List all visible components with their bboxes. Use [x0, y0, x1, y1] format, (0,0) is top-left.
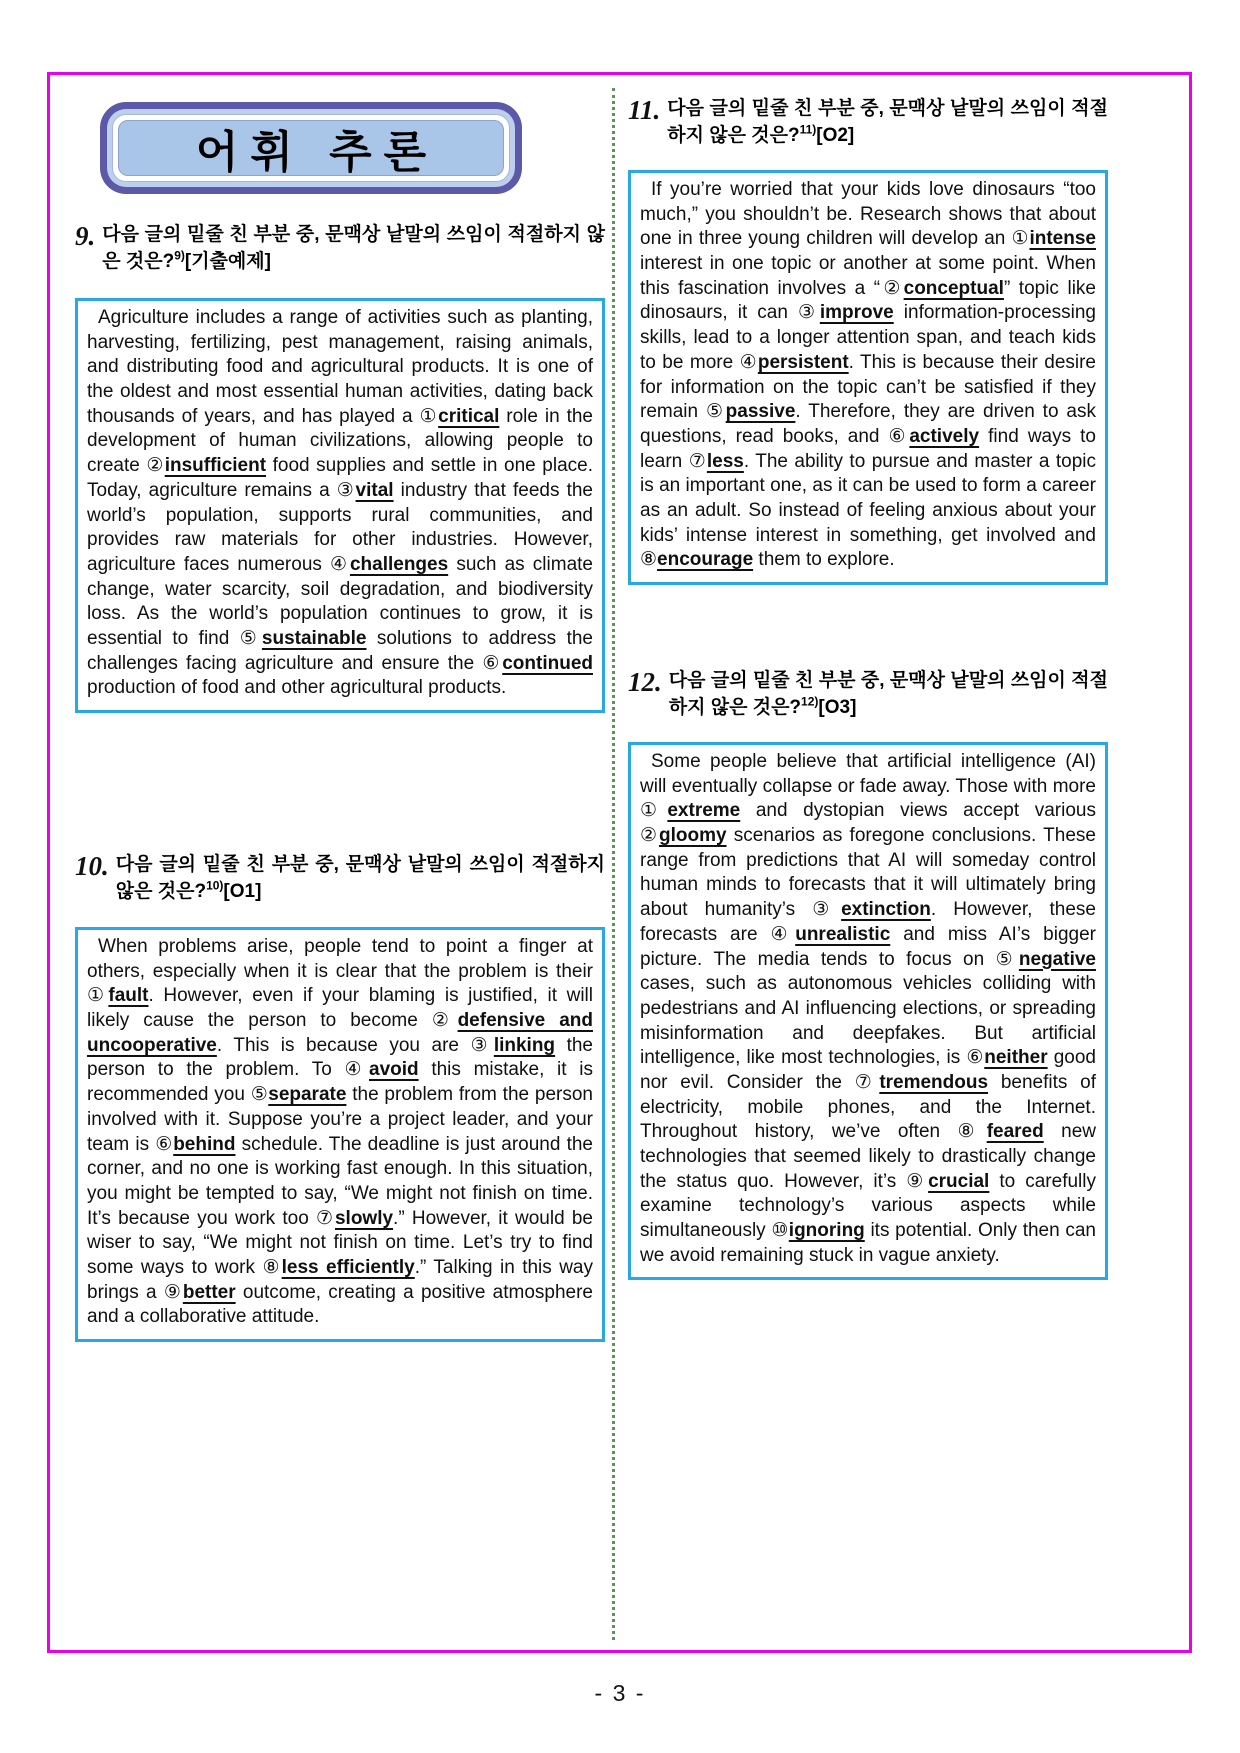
column-divider-dotted-line: [612, 88, 615, 1640]
question-12-number: 12.: [628, 667, 662, 697]
question-12-prompt-text: 다음 글의 밑줄 친 부분 중, 문맥상 낱말의 쓰임이 적절하지 않은 것은?: [668, 670, 1108, 718]
question-9-footnote-ref: 9): [174, 248, 185, 263]
question-11-footnote-ref: 11): [799, 122, 817, 137]
question-11-passage-text: If you’re worried that your kids love dinosaurs “too much,” you shouldn’t be. Research shows that about one in three young children will develop an ①intense interest in one topic or another at some point. When this fascination involves a “②conceptual” topic like dinosaurs, it can ③improve information-processing skills, lead to a longer attention span, and teach kids to be more ④persistent. This is because their desire for information on the topic can’t be satisfied if they remain ⑤passive. Therefore, they are driven to ask questions, read books, and ⑥actively find ways to learn ⑦less. The ability to pursue and master a topic is an important one, as it can be used to form a career as an adult. So instead of feeling anxious about your kids’ intense interest in something, get involved and ⑧encourage them to explore.: [640, 179, 1097, 571]
question-9-passage-box: [75, 298, 605, 713]
question-12-header: [628, 668, 1108, 722]
question-12-prompt: [669, 668, 1108, 722]
question-9-passage-text: Agriculture includes a range of activities such as planting, harvesting, fertilizing, pest management, raising animals, and distributing food and agricultural products. It is one of the oldest and most essential human activities, dating back thousands of years, and has played a ①critical role in the development of human civilizations, allowing people to create ②insufficient food supplies and settle in one place. Today, agriculture remains a ③vital industry that feeds the world’s population, supports rural communities, and provides raw materials for other industries. However, agriculture faces numerous ④challenges such as climate change, water scarcity, soil degradation, and biodiversity loss. As the world’s population continues to grow, it is essential to find ⑤sustainable solutions to address the challenges facing agriculture and ensure the ⑥continued production of food and other agricultural products.: [87, 307, 593, 699]
question-9-source-tag: [기출예제]: [184, 250, 271, 272]
question-11-passage-box: [628, 170, 1108, 585]
question-10-number: 10.: [75, 851, 109, 881]
question-12-passage-text: Some people believe that artificial intelligence (AI) will eventually collapse or fade away. Those with more ①extreme and dystopian views accept various ②gloomy scenarios as foregone conclusions. These range from predictions that AI will someday control human minds to forecasts that it will ultimately bring about humanity’s ③extinction. However, these forecasts are ④unrealistic and miss AI’s bigger picture. The media tends to focus on ⑤negative cases, such as autonomous vehicles colliding with pedestrians and AI influencing elections, or spreading misinformation and deepfakes. But artificial intelligence, like most technologies, is ⑥neither good nor evil. Consider the ⑦tremendous benefits of electricity, mobile phones, and the Internet. Throughout history, we’ve often ⑧feared new technologies that seemed likely to drastically change the status quo. However, it’s ⑨crucial to carefully examine technology’s various aspects while simultaneously ⑩ignoring its potential. Only then can we avoid remaining stuck in vague anxiety.: [640, 751, 1097, 1266]
question-10-source-tag: [O1]: [223, 880, 262, 902]
title-middle-ring: [107, 109, 515, 187]
question-9-prompt-text: 다음 글의 밑줄 친 부분 중, 문맥상 낱말의 쓰임이 적절하지 않은 것은?: [102, 224, 605, 272]
question-11-number: 11.: [628, 95, 661, 125]
question-11-source-tag: [O2]: [816, 124, 855, 146]
title-outer-ring: [100, 102, 522, 194]
question-10-passage-box: [75, 927, 605, 1342]
title-white-ring: [112, 114, 510, 182]
question-9-header: [75, 222, 605, 276]
question-10-prompt: [116, 852, 605, 906]
question-10-prompt-text: 다음 글의 밑줄 친 부분 중, 문맥상 낱말의 쓰임이 적절하지 않은 것은?: [115, 854, 605, 902]
question-11-header: [628, 96, 1108, 150]
page-title: 어휘 추론: [195, 128, 439, 177]
question-11-prompt-text: 다음 글의 밑줄 친 부분 중, 문맥상 낱말의 쓰임이 적절하지 않은 것은?: [667, 98, 1108, 146]
section-title-box: [100, 102, 522, 194]
page-number: - 3 -: [594, 1680, 646, 1706]
question-10-footnote-ref: 10): [206, 878, 224, 893]
question-10-header: [75, 852, 605, 906]
question-9-number: 9.: [75, 221, 96, 251]
question-10-passage-text: When problems arise, people tend to point a finger at others, especially when it is clear that the problem is their ①fault. However, even if your blaming is justified, it will likely cause the person to become ②defensive and uncooperative. This is because you are ③linking the person to the problem. To ④avoid this mistake, it is recommended you ⑤separate the problem from the person involved with it. Suppose you’re a project leader, and your team is ⑥behind schedule. The deadline is just around the corner, and no one is working fast enough. In this situation, you might be tempted to say, “We might not finish on time. It’s because you work too ⑦slowly.” However, it would be wiser to say, “We might not finish on time. Let’s try to find some ways to work ⑧less efficiently.” Talking in this way brings a ⑨better outcome, creating a positive atmosphere and a collaborative attitude.: [87, 936, 593, 1328]
question-12-footnote-ref: 12): [801, 694, 819, 709]
question-9-prompt: [102, 222, 605, 276]
question-12-passage-box: [628, 742, 1108, 1280]
title-fill: [118, 120, 504, 176]
question-12-source-tag: [O3]: [818, 696, 857, 718]
question-11-prompt: [667, 96, 1108, 150]
